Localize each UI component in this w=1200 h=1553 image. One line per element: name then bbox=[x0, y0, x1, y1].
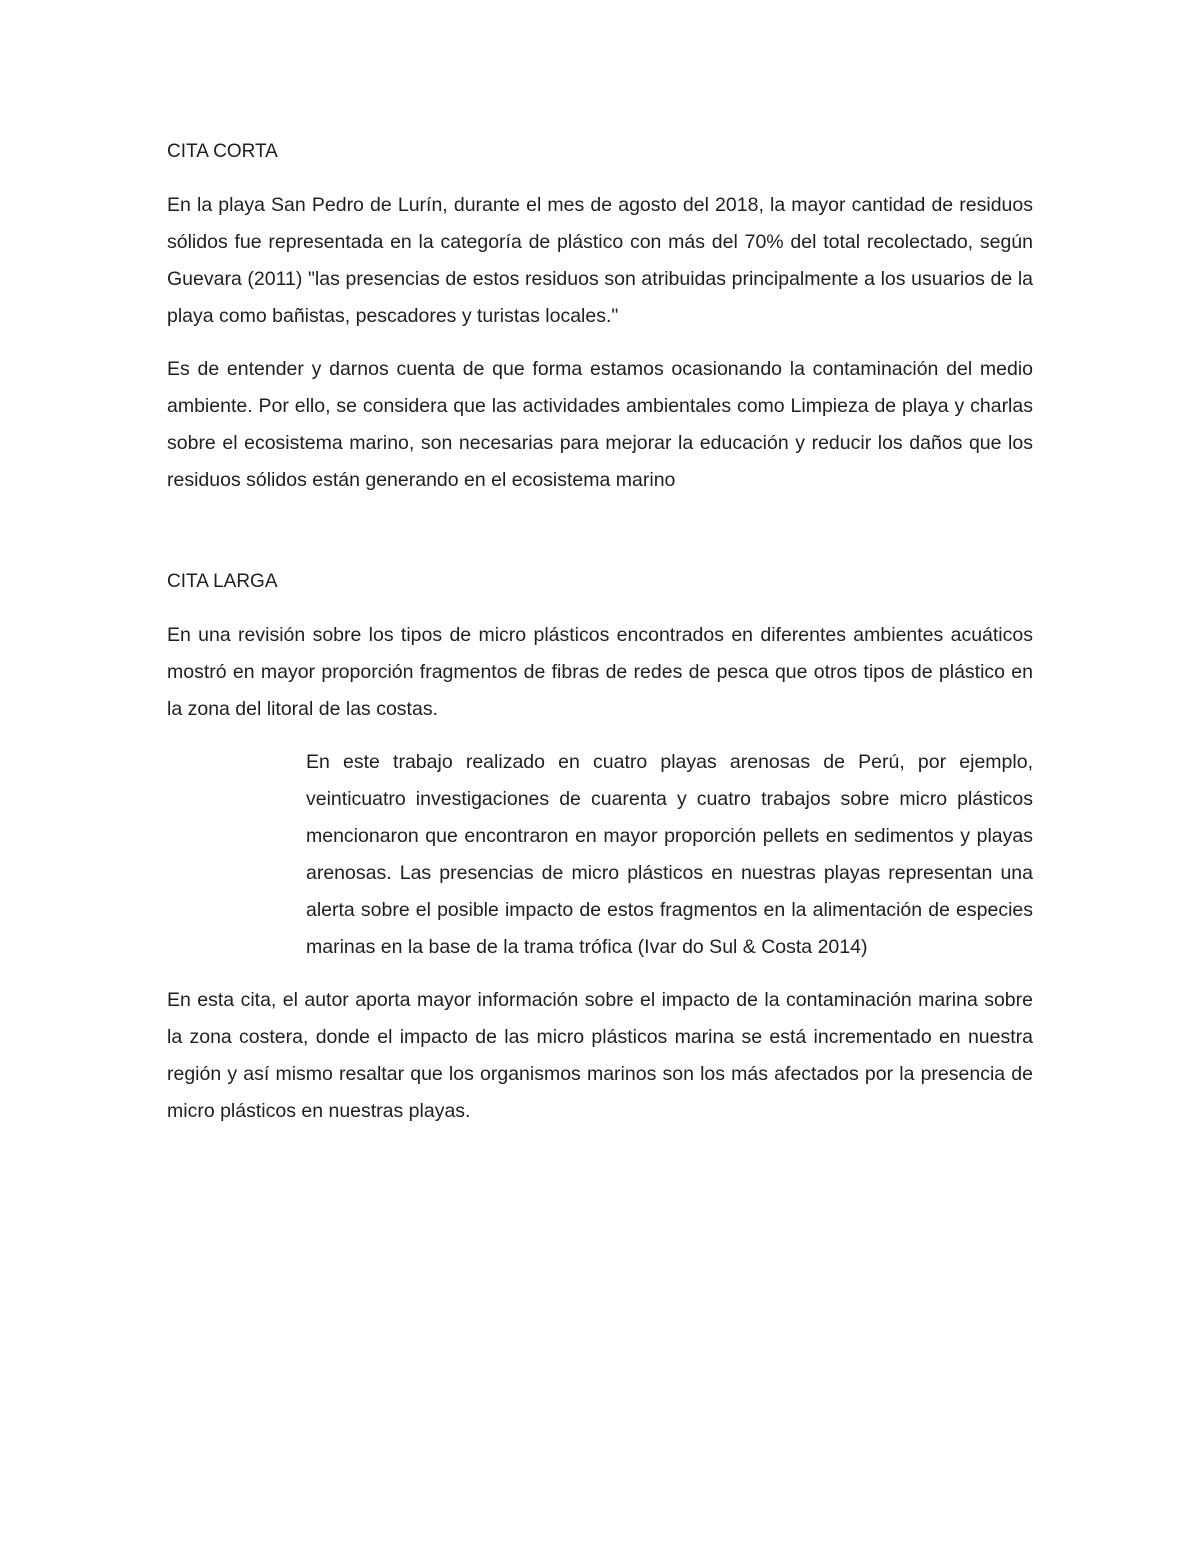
long-quote-intro-paragraph: En una revisión sobre los tipos de micro plásticos encontrados en diferentes ambientes acuáticos mostró en mayor proporción fragmentos de fibras de redes de pesca que otros tipos de plástico en la zona del litoral de las costas. bbox=[167, 624, 1033, 720]
short-quote-reflection-paragraph: Es de entender y darnos cuenta de que forma estamos ocasionando la contaminación del medio ambiente. Por ello, se considera que las actividades ambientales como Limpieza de playa y charlas sobre el ecosistema marino, son necesarias para mejorar la educación y reducir los daños que los residuos sólidos están generando en el ecosistema marino bbox=[167, 358, 1033, 491]
short-quote-paragraph: En la playa San Pedro de Lurín, durante el mes de agosto del 2018, la mayor cantidad de residuos sólidos fue representada en la categoría de plástico con más del 70% del total recolectado, según Guevara (2011) "las presencias de estos residuos son atribuidas principalmente a los usuarios de la playa como bañistas, pescadores y turistas locales." bbox=[167, 194, 1033, 327]
long-quote-heading: CITA LARGA bbox=[167, 571, 278, 592]
short-quote-heading: CITA CORTA bbox=[167, 141, 278, 162]
section-spacer bbox=[167, 515, 1033, 568]
document-body bbox=[167, 138, 1033, 1146]
long-quote-commentary-paragraph: En esta cita, el autor aporta mayor información sobre el impacto de la contaminación marina sobre la zona costera, donde el impacto de las micro plásticos marina se está incrementado en nuestra región y así mismo resaltar que los organismos marinos son los más afectados por la presencia de micro plásticos en nuestras playas. bbox=[167, 989, 1033, 1122]
long-quote-block: En este trabajo realizado en cuatro playas arenosas de Perú, por ejemplo, veinticuatro investigaciones de cuarenta y cuatro trabajos sobre micro plásticos mencionaron que encontraron en mayor proporción pellets en sedimentos y playas arenosas. Las presencias de micro plásticos en nuestras playas representan una alerta sobre el posible impacto de estos fragmentos en la alimentación de especies marinas en la base de la trama trófica (Ivar do Sul & Costa 2014) bbox=[306, 751, 1033, 958]
